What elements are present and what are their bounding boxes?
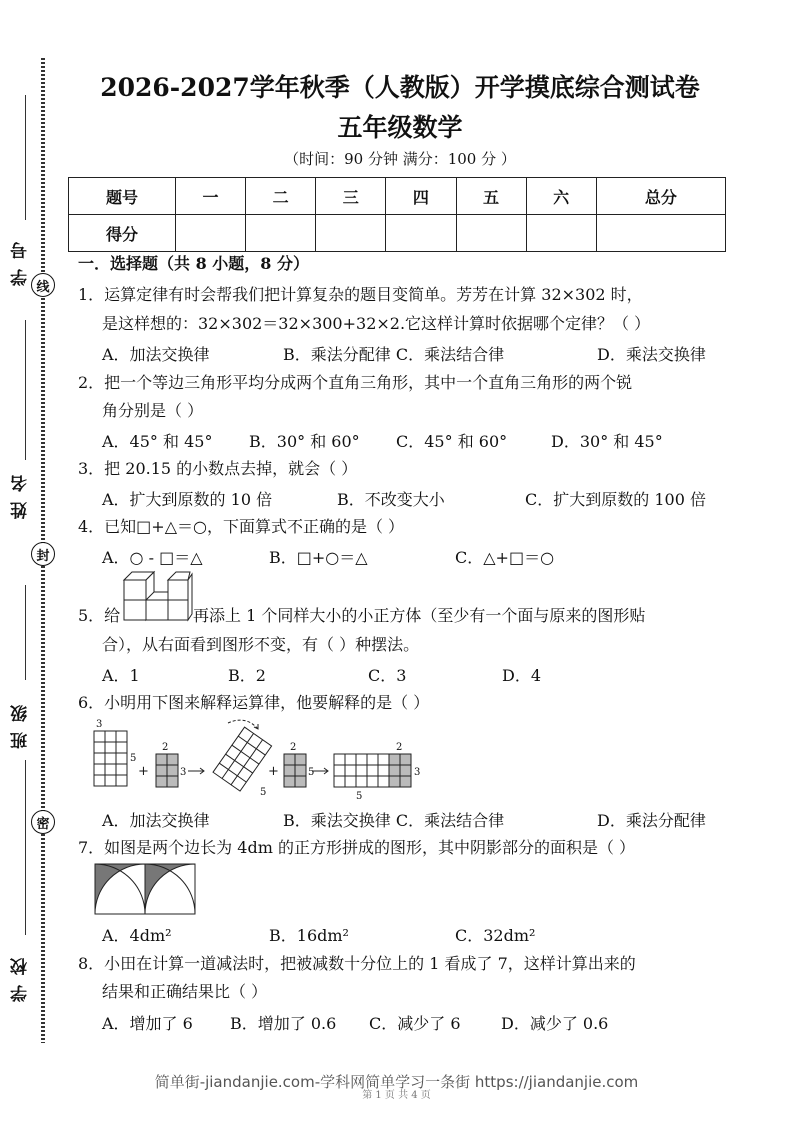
score-header-cell: 三 [316,178,386,215]
q8-option-c[interactable]: C．减少了 6 [369,1014,461,1033]
score-header-cell: 二 [246,178,316,215]
q5-cube-figure [118,570,194,625]
q6-rectangle-diagram [88,715,428,805]
question-8-line-1: 8．小田在计算一道减法时，把被减数十分位上的 1 看成了 7，这样计算出来的 [78,954,636,973]
q7-option-c[interactable]: C．32dm² [455,926,536,945]
seal-xian: 线 [31,273,55,297]
question-1-line-2: 是这样想的：32×302＝32×300+32×2.它这样计算时依据哪个定律？（ ） [102,314,651,333]
q6-label: 2 [290,742,297,753]
q5-option-b[interactable]: B．2 [228,666,266,685]
score-cell[interactable] [316,215,386,252]
score-cell[interactable] [246,215,316,252]
score-header-cell: 题号 [69,178,176,215]
q7-shaded-squares-figure [94,862,196,916]
margin-rule [25,320,26,460]
margin-rule [25,95,26,220]
score-table [68,177,726,252]
margin-rule [25,585,26,680]
seal-mi: 密 [31,810,55,834]
q2-option-c[interactable]: C．45° 和 60° [396,432,508,451]
q6-label: 3 [414,767,421,778]
q1-option-d[interactable]: D．乘法交换律 [597,345,706,364]
score-cell[interactable] [596,215,725,252]
q7-option-a[interactable]: A．4dm² [102,926,172,945]
seal-feng: 封 [31,542,55,566]
question-5-line-1b: 再添上 1 个同样大小的小正方体（至少有一个面与原来的图形贴 [193,606,646,625]
score-header-cell: 四 [386,178,456,215]
margin-label-student-id: 学号 [11,232,31,286]
score-header-cell: 六 [526,178,596,215]
q6-label: 5 [356,791,363,802]
q6-label: 5 [130,753,137,764]
q2-option-d[interactable]: D．30° 和 45° [551,432,663,451]
question-4-line-1: 4．已知□+△＝○，下面算式不正确的是（ ） [78,517,405,536]
question-7-line-1: 7．如图是两个边长为 4dm 的正方形拼成的图形，其中阴影部分的面积是（ ） [78,838,636,857]
q6-option-bc[interactable]: B．乘法交换律 C．乘法结合律 [283,811,505,830]
score-header-cell: 一 [176,178,246,215]
score-cell[interactable] [386,215,456,252]
question-6-line-1: 6．小明用下图来解释运算律，他要解释的是（ ） [78,693,430,712]
score-row-label: 得分 [69,215,176,252]
q8-option-d[interactable]: D．减少了 0.6 [501,1014,609,1033]
question-5-line-2: 合），从右面看到图形不变，有（ ）种摆法。 [102,635,420,654]
page-number: 第 1 页 共 4 页 [362,1090,431,1101]
question-3-line-1: 3．把 20.15 的小数点去掉，就会（ ） [78,459,358,478]
q6-option-a[interactable]: A．加法交换律 [102,811,210,830]
score-cell[interactable] [176,215,246,252]
q5-option-a[interactable]: A．1 [102,666,140,685]
q4-option-c[interactable]: C．△+□＝○ [455,548,555,567]
q6-plus: + [138,764,149,779]
q1-option-a[interactable]: A．加法交换律 [102,345,210,364]
exam-title: 2026-2027学年秋季（人教版）开学摸底综合测试卷 [100,73,700,102]
question-2-line-2: 角分别是（ ） [102,401,204,420]
q2-option-b[interactable]: B．30° 和 60° [249,432,360,451]
margin-label-class: 班级 [11,695,31,749]
q3-option-a[interactable]: A．扩大到原数的 10 倍 [102,490,273,509]
q2-option-a[interactable]: A．45° 和 45° [102,432,213,451]
q5-option-d[interactable]: D．4 [502,666,542,685]
q6-label: 5 [260,787,267,798]
q6-label: 3 [96,719,103,730]
margin-rule [25,760,26,935]
section-title: 一．选择题（共 8 小题，8 分） [78,254,309,273]
score-cell[interactable] [526,215,596,252]
score-table-score-row [69,215,726,252]
footer-watermark: 简单街-jiandanjie.com-学科网简单学习一条街 https://jiandanjie.com [154,1073,639,1091]
question-1-line-1: 1．运算定律有时会帮我们把计算复杂的题目变简单。芳芳在计算 32×302 时， [78,285,643,304]
score-cell[interactable] [456,215,526,252]
q6-label: 2 [162,742,169,753]
q4-option-a[interactable]: A．○ - □＝△ [102,548,203,567]
score-header-cell: 总分 [596,178,725,215]
q8-option-a[interactable]: A．增加了 6 [102,1014,193,1033]
exam-meta: （时间：90 分钟 满分：100 分 ） [284,150,516,168]
question-8-line-2: 结果和正确结果比（ ） [102,982,268,1001]
q6-label: 5 [308,767,315,778]
q3-option-b[interactable]: B．不改变大小 [337,490,445,509]
question-5-line-1a: 5．给 [78,606,121,625]
q4-option-b[interactable]: B．□+○＝△ [269,548,368,567]
margin-label-name: 姓名 [11,465,31,519]
q3-option-c[interactable]: C．扩大到原数的 100 倍 [525,490,706,509]
score-header-cell: 五 [456,178,526,215]
q6-option-d[interactable]: D．乘法分配律 [597,811,706,830]
margin-label-school: 学校 [11,948,31,1002]
q5-option-c[interactable]: C．3 [368,666,407,685]
q1-option-bc[interactable]: B．乘法分配律 C．乘法结合律 [283,345,505,364]
q7-option-b[interactable]: B．16dm² [269,926,349,945]
question-2-line-1: 2．把一个等边三角形平均分成两个直角三角形，其中一个直角三角形的两个锐 [78,373,633,392]
q6-label: 2 [396,742,403,753]
q8-option-b[interactable]: B．增加了 0.6 [230,1014,337,1033]
exam-subtitle: 五年级数学 [337,113,463,142]
q6-plus: + [268,764,279,779]
q6-label: 3 [180,767,187,778]
score-table-header-row [69,178,726,215]
